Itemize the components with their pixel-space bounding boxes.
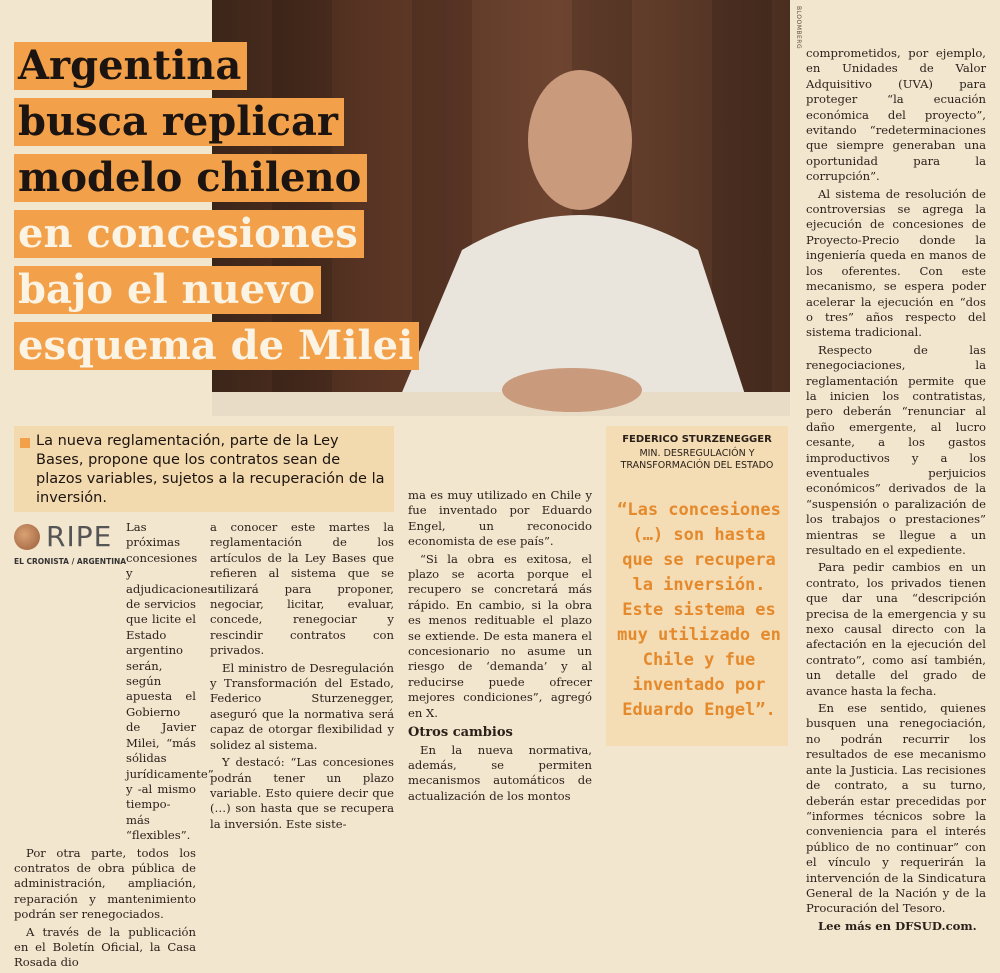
quote-text: “Las concesiones (…) son hasta que se recupera la inversión. Este sistema es muy utilizado en Chile y fue inventado por Eduardo Engel”. bbox=[617, 500, 781, 720]
paragraph: Y destacó: “Las concesiones podrán tener un plazo variable. Esto quiere decir que (…) son hasta que se recupera la inversión. Este siste- bbox=[210, 755, 394, 831]
logo-subtitle: EL CRONISTA / ARGENTINA bbox=[14, 557, 127, 566]
paragraph: En ese sentido, quienes busquen una renegociación, no podrán recurrir los resultados de ese mecanismo ante la Justicia. Las recisiones de contrato, a su turno, deberán estar precedidas por “informes técnicos sobre la conveniencia para el interés público de no continuar” con el vínculo y requerirán la intervención de la Sindicatura General de la Nación y de la Procuración del Tesoro. bbox=[806, 701, 986, 916]
headline-line: Argentina bbox=[14, 42, 444, 92]
paragraph: Por otra parte, todos los contratos de obra pública de administración, ampliación, reparación y mantenimiento podrán ser renegociados. bbox=[14, 845, 196, 922]
paragraph: a conocer este martes la reglamentación de los artículos de la Ley Bases que refieren al sistema que se utilizará para proponer, negociar, licitar, evaluar, concede, renegociar y rescindir contratos con privados. bbox=[210, 520, 394, 658]
paragraph: En la nueva normativa, además, se permiten mecanismos automáticos de actualización de los montos bbox=[408, 742, 592, 803]
quote-author: FEDERICO STURZENEGGER bbox=[622, 434, 772, 445]
paragraph: “Si la obra es exitosa, el plazo se acorta porque el recupero se concretará más rápido. En cambio, si la obra es menos redituable el plazo se extiende. De esta manera el concesionario no asume un riesgo de ‘demanda’ y al reducirse puede ofrecer mejores condiciones”, agregó en X. bbox=[408, 551, 592, 720]
column-1 bbox=[14, 520, 214, 973]
pull-quote bbox=[606, 426, 788, 746]
read-more-link[interactable]: Lee más en DFSUD.com. bbox=[818, 918, 977, 933]
headline-line: modelo chileno bbox=[14, 154, 444, 204]
paragraph: El ministro de Desregulación y Transformación del Estado, Federico Sturzenegger, aseguró que la normativa será capaz de otorgar flexibilidad y solidez al sistema. bbox=[210, 660, 394, 752]
paragraph: comprometidos, por ejemplo, en Unidades de Valor Adquisitivo (UVA) para proteger “la ecuación económica del proyecto”, evitando “redeterminaciones que siempre generaban una oportunidad para la corrupción”. bbox=[806, 46, 986, 184]
photo-credit: BLOOMBERG bbox=[795, 6, 802, 50]
paragraph: Respecto de las renegociaciones, la reglamentación permite que la inicien los contratistas, pero deberán “renunciar al daño emergente, al lucro cesante, a los gastos improductivos y a los eventuales perjuicios económicos” derivados de la “suspensión o paralización de los trabajos o prestaciones” mientras se llegue a un resultado en el expediente. bbox=[806, 342, 986, 557]
headline-line: esquema de Milei bbox=[14, 322, 444, 372]
headline-line: busca replicar bbox=[14, 98, 444, 148]
paragraph: Las próximas concesiones y adjudicaciones de servicios que licite el Estado argentino serán, según apuesta el Gobierno de Javier Milei, “más sólidas jurídicamente” y -al mismo tiempo- más “flexibles”. bbox=[126, 520, 214, 843]
paragraph: ma es muy utilizado en Chile y fue inventado por Eduardo Engel, un reconocido economista de ese país”. bbox=[408, 488, 592, 549]
paragraph: Para pedir cambios en un contrato, los privados tienen que dar una “descripción precisa de la emergencia y su nexo causal directo con la afectación en la ejecución del contrato”, como así también, un detalle del grado de avance hasta la fecha. bbox=[806, 560, 986, 698]
column-3 bbox=[408, 488, 592, 806]
paragraph: A través de la publicación en el Boletín Oficial, la Casa Rosada dio bbox=[14, 924, 196, 970]
subheading: Otros cambios bbox=[408, 725, 513, 741]
column-4 bbox=[806, 46, 986, 936]
headline-line: bajo el nuevo bbox=[14, 266, 444, 316]
column-2 bbox=[210, 520, 394, 834]
quote-role: MIN. DESREGULACIÓN Y TRANSFORMACIÓN DEL ESTADO bbox=[620, 448, 774, 471]
headline bbox=[14, 42, 444, 378]
lead-box bbox=[14, 426, 394, 512]
paragraph: Al sistema de resolución de controversias se agrega la ejecución de concesiones de Proyecto-Precio donde la ingeniería queda en manos de los oferentes. Con este mecanismo, se espera poder acelerar la ejecución en “dos o tres” años respecto del sistema tradicional. bbox=[806, 186, 986, 340]
headline-line: en concesiones bbox=[14, 210, 444, 260]
lead-text: La nueva reglamentación, parte de la Ley Bases, propone que los contratos sean de plazos variables, sujetos a la recuperación de la inversión. bbox=[36, 433, 385, 506]
bullet-square-icon bbox=[20, 438, 30, 448]
logo-name: RIPE bbox=[46, 520, 113, 553]
